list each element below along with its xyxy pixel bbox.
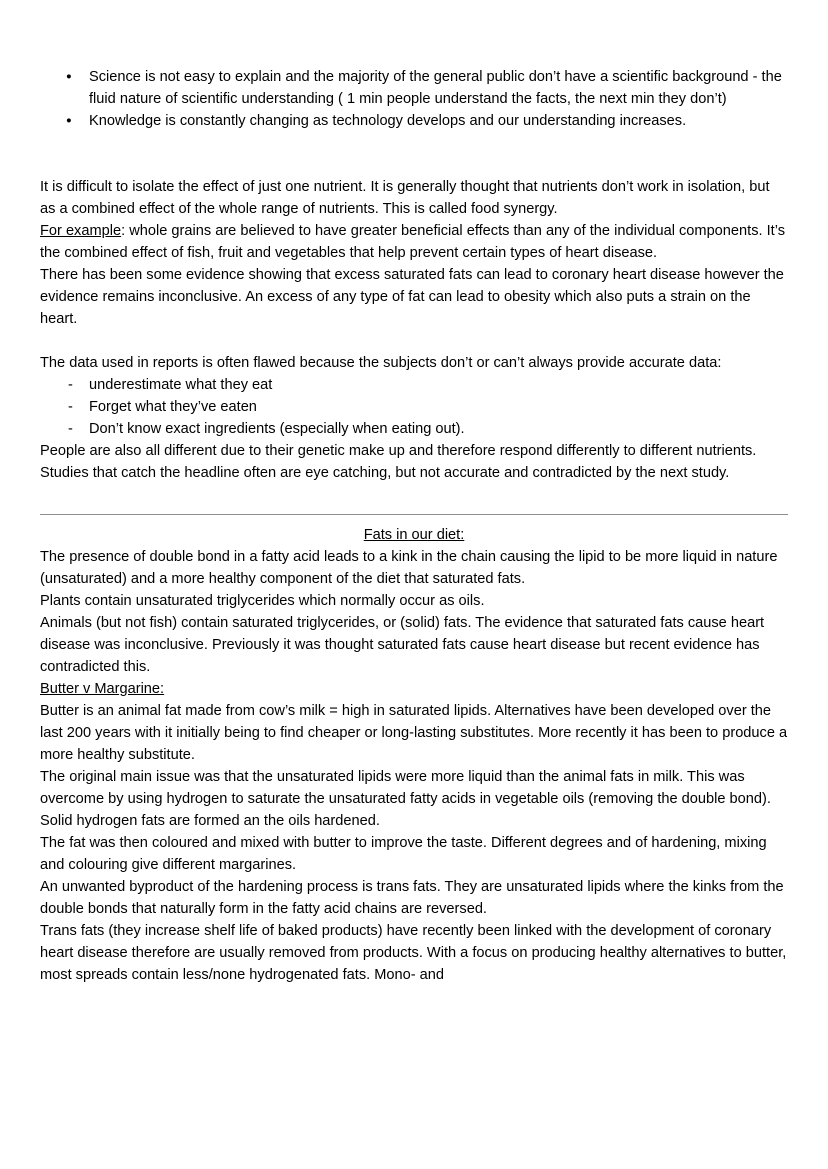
list-item	[89, 396, 788, 418]
list-item	[89, 110, 788, 132]
paragraph-butter: Butter is an animal fat made from cow’s milk = high in saturated lipids. Alternatives have been developed over the last 200 years with it initially being to find cheaper or long-lasting substitutes. More recently it has been to produce a more healthy substitute.	[40, 703, 788, 763]
paragraph-animals: Animals (but not fish) contain saturated triglycerides, or (solid) fats. The evidence that saturated fats cause heart disease was inconclusive. Previously it was thought saturated fats cause heart disease but recent evidence has contradicted this.	[40, 615, 765, 675]
paragraph-trans-fats: Trans fats (they increase shelf life of baked products) have recently been linked with the development of coronary heart disease therefore are usually removed from products. With a focus on producing healthy alternatives to butter, most spreads contain less/none hydrogenated fats. Mono- and	[40, 923, 787, 983]
dash-list	[40, 374, 788, 440]
list-item-text: Forget what they’ve eaten	[89, 399, 257, 415]
paragraph-trans-byproduct: An unwanted byproduct of the hardening process is trans fats. They are unsaturated lipids where the kinks from the double bonds that naturally form in the fatty acid chains are reversed.	[40, 879, 784, 917]
paragraph-coloured: The fat was then coloured and mixed with butter to improve the taste. Different degrees and of hardening, mixing and colouring give different margarines.	[40, 835, 767, 873]
spacer	[40, 132, 788, 176]
list-item-text: Knowledge is constantly changing as technology develops and our understanding increases.	[89, 113, 687, 129]
paragraph-studies: Studies that catch the headline often are eye catching, but not accurate and contradicted by the next study.	[40, 465, 730, 481]
paragraph-genetics: People are also all different due to their genetic make up and therefore respond differently to different nutrients.	[40, 443, 757, 459]
top-bullet-list	[40, 66, 788, 132]
paragraph-double-bond: The presence of double bond in a fatty acid leads to a kink in the chain causing the lipid to be more liquid in nature (unsaturated) and a more healthy component of the diet that saturated fats.	[40, 549, 778, 587]
for-example-rest: : whole grains are believed to have greater beneficial effects than any of the individual components. It’s the combined effect of fish, fruit and vegetables that help prevent certain types of heart disease.	[40, 223, 785, 261]
section-heading-fats	[40, 524, 788, 546]
for-example-underlined: For example	[40, 223, 122, 239]
subheading-butter-v-margarine	[40, 678, 788, 700]
spacer	[40, 330, 788, 352]
paragraph-evidence: There has been some evidence showing that excess saturated fats can lead to coronary heart disease however the evidence remains inconclusive. An excess of any type of fat can lead to obesity which also puts a strain on the heart.	[40, 267, 784, 327]
paragraph-food-synergy: It is difficult to isolate the effect of just one nutrient. It is generally thought that nutrients don’t work in isolation, but as a combined effect of the whole range of nutrients. This is called food synergy.	[40, 179, 770, 217]
paragraph-data-flawed: The data used in reports is often flawed because the subjects don’t or can’t always provide accurate data:	[40, 355, 722, 371]
list-item-text: Science is not easy to explain and the majority of the general public don’t have a scientific background - the fluid nature of scientific understanding ( 1 min people understand the facts, the next min they don’t)	[89, 69, 782, 107]
list-item	[89, 66, 788, 110]
list-item-text: Don’t know exact ingredients (especially when eating out).	[89, 421, 465, 437]
horizontal-rule	[40, 514, 788, 515]
list-item	[89, 374, 788, 396]
list-item-text: underestimate what they eat	[89, 377, 273, 393]
paragraph-for-example	[40, 220, 788, 264]
section-heading-text: Fats in our diet:	[363, 527, 465, 543]
paragraph-plants: Plants contain unsaturated triglycerides which normally occur as oils.	[40, 593, 485, 609]
spacer	[40, 484, 788, 506]
subheading-text: Butter v Margarine:	[40, 681, 165, 697]
list-item	[89, 418, 788, 440]
paragraph-original-issue: The original main issue was that the unsaturated lipids were more liquid than the animal fats in milk. This was overcome by using hydrogen to saturate the unsaturated fatty acids in vegetable oils (removing the double bond). Solid hydrogen fats are formed an the oils hardened.	[40, 769, 771, 829]
